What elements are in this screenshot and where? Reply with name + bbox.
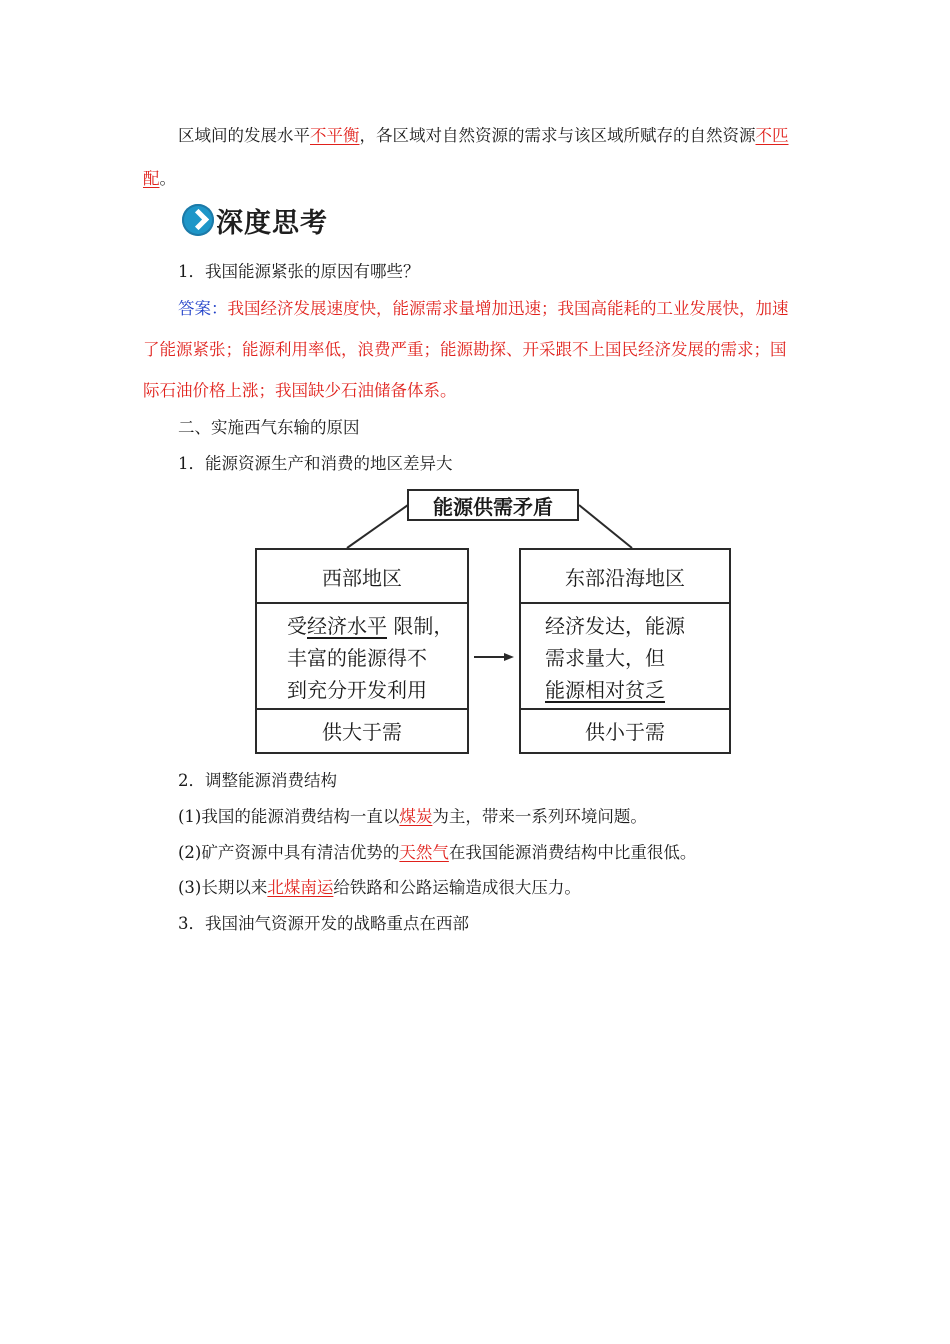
east-body-line-3: 能源相对贫乏	[545, 678, 665, 702]
answer-text: 我国经济发展速度快，能源需求量增加迅速；我国高能耗的工业发展快，加速	[227, 299, 789, 318]
west-region-body	[257, 604, 467, 710]
section-heading-title: 深度思考	[216, 207, 328, 239]
east-body-line-1: 经济发达，能源	[545, 614, 685, 638]
sub-item-1	[178, 805, 647, 829]
answer-blank: 天然气	[399, 843, 449, 862]
east-region-title: 东部沿海地区	[521, 550, 729, 604]
diagram-top-label: 能源供需矛盾	[433, 494, 553, 519]
part2-title: 二、实施西气东输的原因	[178, 418, 360, 437]
west-body-line-3: 到充分开发利用	[287, 678, 427, 702]
west-region-footer: 供大于需	[322, 719, 402, 744]
east-region-footer: 供小于需	[585, 719, 665, 744]
sub-item-3	[178, 876, 581, 900]
answer-line-2: 了能源紧张；能源利用率低，浪费严重；能源勘探、开采跟不上国民经济发展的需求；国	[143, 340, 787, 359]
intro-text: ，各区域对自然资源的需求与该区域所赋存的自然资源	[359, 126, 756, 145]
sub-item-text: (2)矿产资源中具有清洁优势的	[178, 843, 400, 862]
sub-item-text: 在我国能源消费结构中比重很低。	[448, 843, 697, 862]
intro-text: 。	[159, 169, 176, 188]
west-body-underlined: 经济水平	[307, 614, 387, 638]
sub-item-text: (1)我国的能源消费结构一直以	[178, 807, 400, 826]
question: 1．我国能源紧张的原因有哪些？	[178, 262, 420, 281]
east-region-body	[521, 604, 729, 710]
east-body-line-2: 需求量大，但	[545, 646, 665, 670]
east-body-text	[545, 610, 719, 706]
answer-blank: 北煤南运	[267, 878, 334, 897]
west-region-title: 西部地区	[257, 550, 467, 604]
connector-left	[347, 505, 408, 548]
arrow-right-icon	[504, 653, 514, 661]
item-3: 3．我国油气资源开发的战略重点在西部	[178, 914, 469, 933]
west-body-rest: 限制，	[387, 614, 454, 638]
answer-line-3: 际石油价格上涨；我国缺少石油储备体系。	[143, 381, 457, 400]
west-body-line-1	[287, 610, 457, 642]
sub-item-text: 为主，带来一系列环境问题。	[432, 807, 647, 826]
answer-blank: 配	[143, 169, 160, 188]
east-region-box	[519, 548, 731, 754]
answer-blank: 不平衡	[310, 126, 360, 145]
item-1: 1．能源资源生产和消费的地区差异大	[178, 454, 453, 473]
connector-right	[579, 505, 632, 548]
sub-item-2	[178, 841, 696, 865]
diagram-top-box	[407, 489, 579, 521]
west-body-text	[287, 610, 457, 706]
answer-blank: 煤炭	[399, 807, 433, 826]
intro-text: 区域间的发展水平	[178, 126, 310, 145]
west-body-line-2: 丰富的能源得不	[287, 646, 427, 670]
item-2: 2．调整能源消费结构	[178, 771, 337, 790]
answer-label: 答案：	[178, 299, 228, 318]
west-region-box	[255, 548, 469, 754]
sub-item-text: (3)长期以来	[178, 878, 268, 897]
west-body-prefix: 受	[287, 614, 307, 638]
answer-blank: 不匹	[755, 126, 789, 145]
sub-item-text: 给铁路和公路运输造成很大压力。	[333, 878, 581, 897]
